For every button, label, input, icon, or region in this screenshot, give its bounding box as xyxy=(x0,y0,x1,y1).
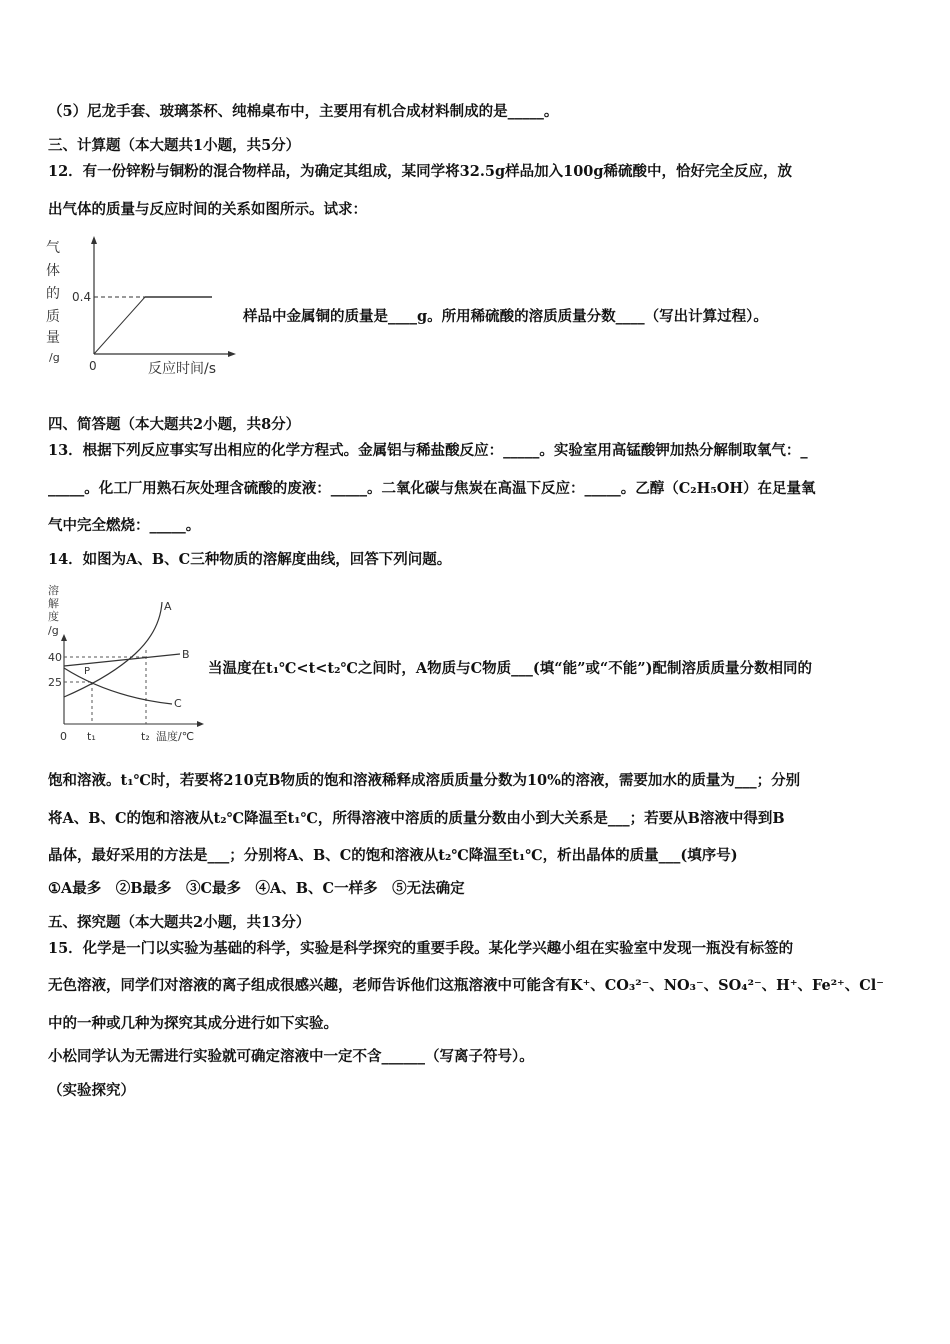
q14-options: ①A最多 ②B最多 ③C最多 ④A、B、C一样多 ⑤无法确定 xyxy=(48,880,465,897)
chart1-y-arrow xyxy=(91,236,97,244)
chart2-x-tick-t1: t₁ xyxy=(87,730,96,743)
chart1-x-label: 反应时间/s xyxy=(148,361,217,377)
chart1-y-label-char: 的 xyxy=(46,286,60,302)
q12-line1: 12．有一份锌粉与铜粉的混合物样品，为确定其组成，某同学将32.5g样品加入100g稀硫酸中，恰好完全反应，放 xyxy=(48,163,793,180)
chart2-x-arrow xyxy=(197,721,204,727)
point-p-label: P xyxy=(84,666,91,677)
chart2-y-label-char: 度 xyxy=(48,610,59,623)
section3-title: 三、计算题（本大题共1小题，共5分） xyxy=(48,137,301,154)
curve-b-label: B xyxy=(182,648,190,661)
q12-line2: 出气体的质量与反应时间的关系如图所示。试求： xyxy=(48,201,367,218)
q15-line1: 15．化学是一门以实验为基础的科学，实验是科学探究的重要手段。某化学兴趣小组在实验室中发现一瓶没有标签的 xyxy=(48,940,794,957)
chart2-y-label xyxy=(48,583,59,637)
q14-line2: 饱和溶液。t₁℃时，若要将210克B物质的饱和溶液稀释成溶质质量分数为10%的溶液，需要加水的质量为___；分别 xyxy=(48,772,801,789)
chart2-x-tick-t2: t₂ xyxy=(141,730,150,743)
chart1-y-tick: 0.4 xyxy=(72,290,92,304)
section4-title: 四、简答题（本大题共2小题，共8分） xyxy=(48,416,301,433)
chart2-origin: 0 xyxy=(60,730,67,743)
solubility-chart xyxy=(40,582,205,747)
curve-a-label: A xyxy=(164,600,172,613)
q14-line3: 将A、B、C的饱和溶液从t₂℃降温至t₁℃，所得溶液中溶质的质量分数由小到大关系是___；若要从B溶液中得到B xyxy=(48,810,785,827)
curve-c-label: C xyxy=(174,697,182,710)
section5-title: 五、探究题（本大题共2小题，共13分） xyxy=(48,914,311,931)
gas-mass-chart xyxy=(40,232,240,382)
chart2-y-arrow xyxy=(61,634,67,641)
q13-line2: _____。化工厂用熟石灰处理含硫酸的废液：_____。二氧化碳与焦炭在高温下反应：_____。乙醇（C₂H₅OH）在足量氧 xyxy=(48,480,816,497)
q15-line5: （实验探究） xyxy=(48,1082,135,1099)
chart2-y-label-char: 溶 xyxy=(48,584,59,597)
chart1-y-label-char: 量 xyxy=(46,330,60,346)
q13-line1: 13．根据下列反应事实写出相应的化学方程式。金属铝与稀盐酸反应：_____。实验室用高锰酸钾加热分解制取氧气：_ xyxy=(48,442,808,459)
curve-c xyxy=(64,668,172,704)
chart1-y-label-char: 气 xyxy=(46,240,60,256)
chart2-y-label-char: 解 xyxy=(48,597,59,610)
chart1-y-label-char: 质 xyxy=(46,309,60,325)
chart1-y-label-char: 体 xyxy=(46,263,60,279)
curve-a xyxy=(64,602,162,697)
q14-side-text: 当温度在t₁℃<t<t₂℃之间时，A物质与C物质___(填“能”或“不能”)配制溶质质量分数相同的 xyxy=(208,660,812,677)
q14-intro: 14．如图为A、B、C三种物质的溶解度曲线，回答下列问题。 xyxy=(48,551,452,568)
chart1-rising-line xyxy=(94,297,145,354)
q15-line3: 中的一种或几种为探究其成分进行如下实验。 xyxy=(48,1015,338,1032)
q14-line4: 晶体，最好采用的方法是___；分别将A、B、C的饱和溶液从t₂℃降温至t₁℃，析出晶体的质量___(填序号) xyxy=(48,847,738,864)
q13-line3: 气中完全燃烧：_____。 xyxy=(48,517,201,534)
chart1-x-arrow xyxy=(228,351,236,357)
chart2-y-tick-25: 25 xyxy=(48,676,62,689)
q12-question: 样品中金属铜的质量是____g。所用稀硫酸的溶质质量分数____（写出计算过程）。 xyxy=(243,308,768,325)
q15-line2: 无色溶液，同学们对溶液的离子组成很感兴趣，老师告诉他们这瓶溶液中可能含有K⁺、CO₃²⁻、NO₃⁻、SO₄²⁻、H⁺、Fe²⁺、Cl⁻ xyxy=(48,977,884,994)
q11-part5: （5）尼龙手套、玻璃茶杯、纯棉桌布中，主要用有机合成材料制成的是_____。 xyxy=(48,103,559,120)
chart1-y-label-char: /g xyxy=(49,351,60,364)
chart2-y-label-char: /g xyxy=(48,624,59,637)
chart1-origin: 0 xyxy=(89,359,97,373)
chart2-x-label: 温度/℃ xyxy=(156,730,195,743)
q15-line4: 小松同学认为无需进行实验就可确定溶液中一定不含______（写离子符号）。 xyxy=(48,1048,534,1065)
chart1-y-label xyxy=(46,240,60,364)
chart2-y-tick-40: 40 xyxy=(48,651,62,664)
